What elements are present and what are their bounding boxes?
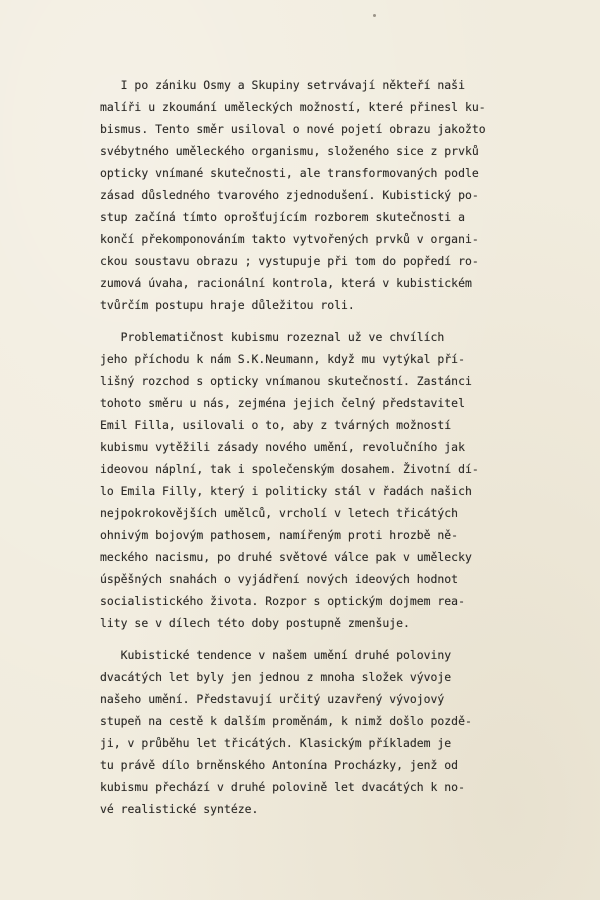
text-line: Kubistické tendence v našem umění druhé poloviny	[100, 648, 452, 662]
text-line: končí překomponováním takto vytvořených prvků v organi-	[100, 232, 479, 246]
text-line: zumová úvaha, racionální kontrola, která v kubistickém	[100, 276, 472, 290]
typescript-body	[100, 74, 540, 820]
paragraph-gap	[100, 634, 540, 644]
text-line: Problematičnost kubismu rozeznal už ve chvílích	[100, 330, 445, 344]
paragraph-gap	[100, 316, 540, 326]
text-line: lišný rozchod s opticky vnímanou skutečností. Zastánci	[100, 374, 472, 388]
text-line: ideovou náplní, tak i společenským dosahem. Životní dí-	[100, 462, 479, 476]
text-line: lo Emila Filly, který i politicky stál v řadách našich	[100, 484, 472, 498]
text-line: stupeň na cestě k dalším proměnám, k nimž došlo pozdě-	[100, 714, 472, 728]
text-line: zásad důsledného tvarového zjednodušení. Kubistický po-	[100, 188, 479, 202]
text-line: kubismu vytěžili zásady nového umění, revolučního jak	[100, 440, 465, 454]
text-line: vé realistické syntéze.	[100, 802, 259, 816]
paragraph-2	[100, 326, 540, 634]
text-line: lity se v dílech této doby postupně zmenšuje.	[100, 616, 410, 630]
text-line: Emil Filla, usilovali o to, aby z tvárných možností	[100, 418, 452, 432]
text-line: kubismu přechází v druhé polovině let dvacátých k no-	[100, 780, 465, 794]
paragraph-3	[100, 644, 540, 820]
text-line: nejpokrokovějších umělců, vrcholí v letech třicátých	[100, 506, 459, 520]
text-line: ohnivým bojovým pathosem, namířeným proti hrozbě ně-	[100, 528, 459, 542]
text-line: tu právě dílo brněnského Antonína Procházky, jenž od	[100, 758, 459, 772]
text-line: tohoto směru u nás, zejména jejich čelný představitel	[100, 396, 465, 410]
text-line: ckou soustavu obrazu ; vystupuje při tom do popředí ro-	[100, 254, 479, 268]
text-line: tvůrčím postupu hraje důležitou roli.	[100, 298, 355, 312]
text-line: jeho příchodu k nám S.K.Neumann, když mu vytýkal pří-	[100, 352, 465, 366]
text-line: malíři u zkoumání uměleckých možností, které přinesl ku-	[100, 100, 486, 114]
paragraph-1	[100, 74, 540, 316]
text-line: I po zániku Osmy a Skupiny setrvávají někteří naši	[100, 78, 465, 92]
text-line: stup začíná tímto oprošťujícím rozborem skutečnosti a	[100, 210, 465, 224]
text-line: dvacátých let byly jen jednou z mnoha složek vývoje	[100, 670, 452, 684]
paper-speck	[373, 14, 376, 17]
text-line: našeho umění. Představují určitý uzavřený vývojový	[100, 692, 445, 706]
text-line: meckého nacismu, po druhé světové válce pak v umělecky	[100, 550, 472, 564]
text-line: ji, v průběhu let třicátých. Klasickým příkladem je	[100, 736, 452, 750]
text-line: socialistického života. Rozpor s optickým dojmem rea-	[100, 594, 465, 608]
text-line: úspěšných snahách o vyjádření nových ideových hodnot	[100, 572, 459, 586]
text-line: svébytného uměleckého organismu, složeného sice z prvků	[100, 144, 479, 158]
text-line: bismus. Tento směr usiloval o nové pojetí obrazu jakožto	[100, 122, 486, 136]
text-line: opticky vnímané skutečnosti, ale transformovaných podle	[100, 166, 479, 180]
